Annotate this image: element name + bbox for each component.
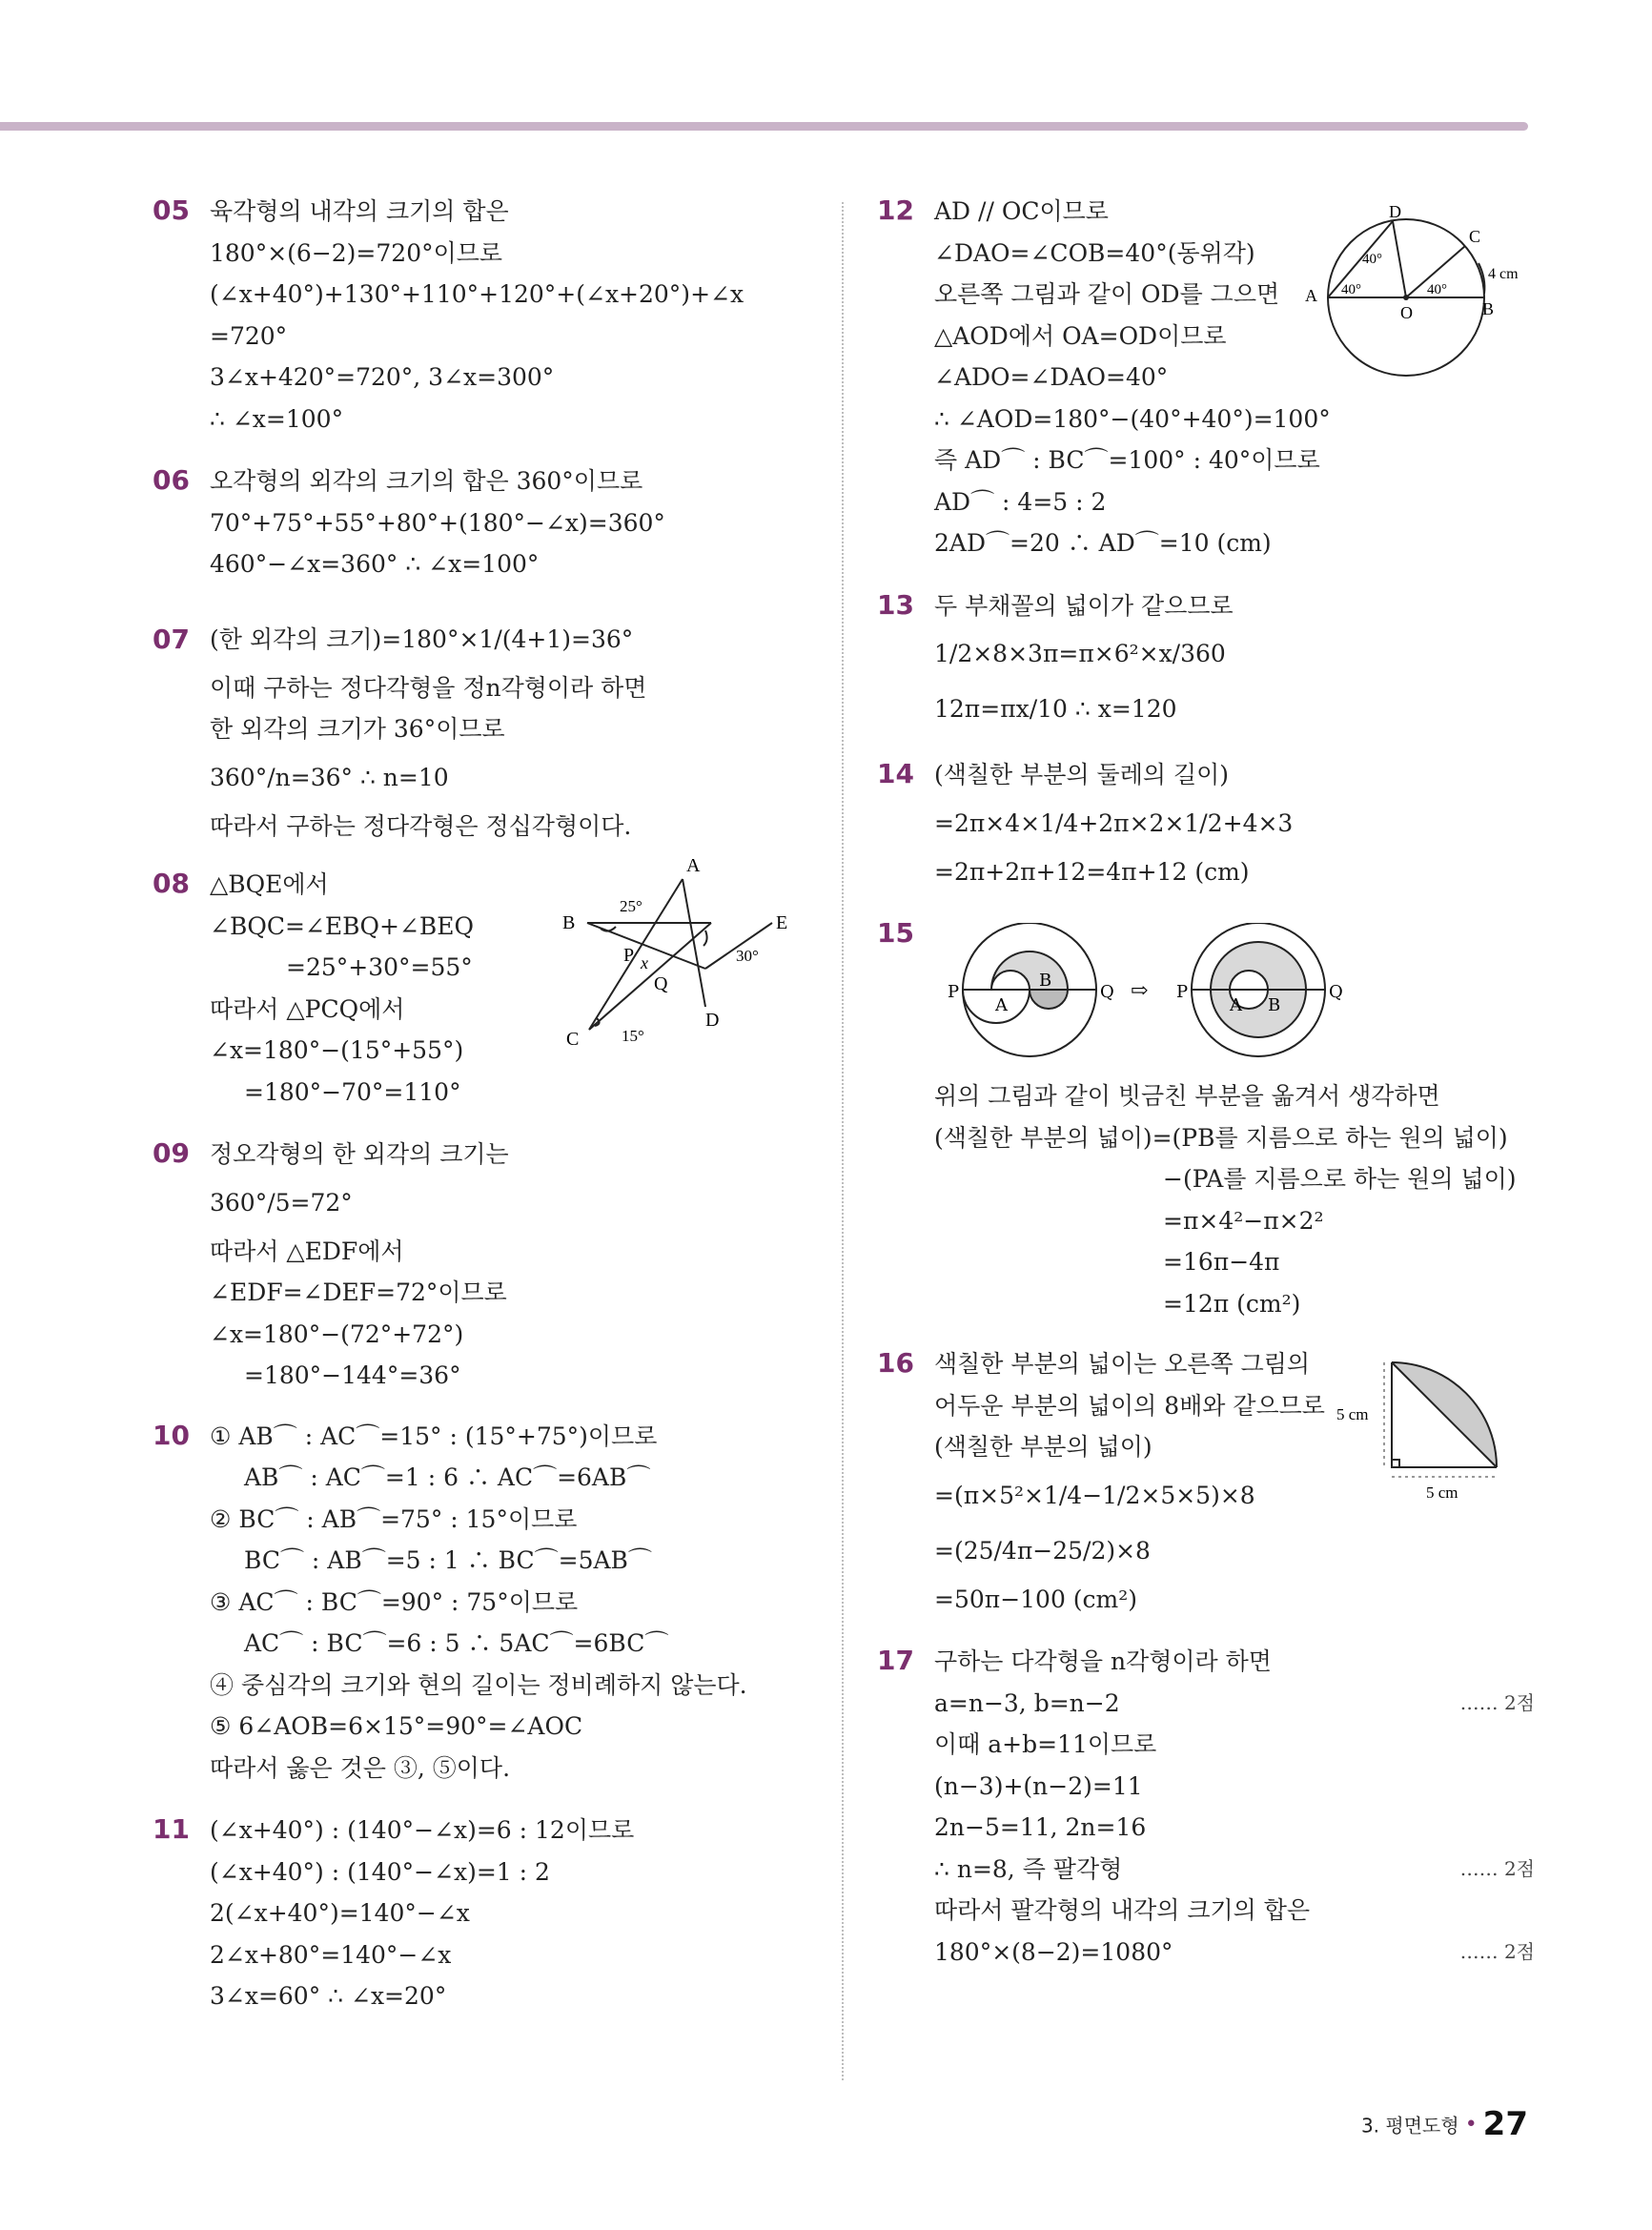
solution-line: 2n−5=11, 2n=16: [934, 1813, 1147, 1841]
solution-line: 따라서 △PCQ에서: [210, 994, 405, 1023]
solution-line: =π×4²−π×2²: [1163, 1206, 1324, 1235]
solution-line: ① AB⌒ : AC⌒=15° : (15°+75°)이므로: [210, 1422, 658, 1450]
problem-12: [877, 191, 1535, 564]
solution-line: =25°+30°=55°: [286, 953, 473, 981]
problem-number: 16: [877, 1347, 914, 1379]
star-figure-08: [562, 854, 820, 1068]
label: 30°: [736, 947, 759, 965]
solution-line: ∠EDF=∠DEF=72°이므로: [210, 1279, 507, 1306]
solution-line: 오각형의 외각의 크기의 합은 360°이므로: [210, 467, 643, 495]
label: 25°: [620, 897, 642, 915]
label: 5 cm: [1426, 1483, 1458, 1502]
problem-number: 11: [153, 1813, 190, 1845]
solution-line: 따라서 △EDF에서: [210, 1237, 404, 1265]
label: B: [1039, 971, 1052, 991]
solution-line: 따라서 팔각형의 내각의 크기의 합은: [934, 1896, 1311, 1924]
solution-line: 12π=πx/10 ∴ x=120: [934, 695, 1177, 723]
problem-number: 08: [153, 868, 190, 899]
label: A: [1230, 995, 1242, 1015]
chapter-title: 3. 평면도형: [1360, 2114, 1459, 2138]
solution-line: =12π (cm²): [1163, 1289, 1301, 1318]
solution-line: 한 외각의 크기가 36°이므로: [210, 715, 505, 743]
label: A: [686, 855, 701, 876]
solution-line: 2(∠x+40°)=140°−∠x: [210, 1899, 470, 1927]
solution-line: 이때 구하는 정다각형을 정n각형이라 하면: [210, 673, 647, 702]
solution-line: 육각형의 내각의 크기의 합은: [210, 197, 509, 225]
problem-17: [877, 1641, 1535, 1973]
label: A: [1305, 286, 1317, 305]
problem-16: [877, 1343, 1535, 1620]
problem-15: [877, 913, 1535, 1324]
page-footer: [1361, 2105, 1528, 2143]
problem-11: [153, 1810, 820, 2017]
solution-line: ∠x=180°−(15°+55°): [210, 1036, 464, 1064]
solution-text: 180°×(8−2)=1080°: [934, 1937, 1173, 1966]
label: 40°: [1427, 282, 1447, 297]
label: E: [776, 912, 788, 933]
solution-line: 2AD⌒=20 ∴ AD⌒=10 (cm): [934, 529, 1272, 557]
solution-line: (∠x+40°) : (140°−∠x)=6 : 12이므로: [210, 1816, 635, 1844]
problem-number: 06: [153, 464, 190, 496]
solution-line: AD // OC이므로: [934, 197, 1109, 225]
problem-10: [153, 1416, 820, 1790]
solution-line: BC⌒ : AB⌒=5 : 1 ∴ BC⌒=5AB⌒: [244, 1546, 652, 1574]
solution-line: 위의 그림과 같이 빗금친 부분을 옮겨서 생각하면: [934, 1082, 1440, 1110]
solution-line: [934, 1683, 1535, 1725]
solution-line: 두 부채꼴의 넓이가 같으므로: [934, 591, 1234, 620]
solution-line: ∴ ∠AOD=180°−(40°+40°)=100°: [934, 404, 1331, 433]
label: D: [1389, 202, 1401, 221]
problem-number: 13: [877, 588, 914, 621]
solution-line: 360°/5=72°: [210, 1188, 353, 1217]
solution-line: 1/2×8×3π=π×6²×x/360: [934, 640, 1226, 667]
solution-line: ⑤ 6∠AOB=6×15°=90°=∠AOC: [210, 1712, 583, 1740]
page-number: 27: [1482, 2105, 1528, 2143]
solution-line: 이때 a+b=11이므로: [934, 1730, 1157, 1758]
solution-line: 따라서 옳은 것은 ③, ⑤이다.: [210, 1753, 511, 1782]
problem-09: [153, 1134, 820, 1397]
solution-line: 2∠x+80°=140°−∠x: [210, 1940, 452, 1969]
solution-line: (∠x+40°) : (140°−∠x)=1 : 2: [210, 1857, 550, 1886]
label: x: [641, 953, 648, 972]
column-separator: [842, 202, 844, 2080]
problem-number: 10: [153, 1419, 190, 1451]
solution-line: ∴ ∠x=100°: [210, 404, 344, 433]
solution-line: (n−3)+(n−2)=11: [934, 1771, 1143, 1800]
problem-07: [153, 612, 820, 848]
solution-line: [934, 1932, 1535, 1974]
solution-line: =2π×4×1/4+2π×2×1/2+4×3: [934, 808, 1294, 837]
right-column: [877, 191, 1535, 1973]
solution-line: [934, 1849, 1535, 1891]
label: D: [705, 1010, 720, 1031]
solution-line: 구하는 다각형을 n각형이라 하면: [934, 1647, 1272, 1675]
label: B: [562, 912, 576, 933]
solution-line: =(25/4π−25/2)×8: [934, 1536, 1151, 1565]
problem-number: 07: [153, 623, 190, 655]
solution-line: ∠ADO=∠DAO=40°: [934, 363, 1169, 391]
solution-line: AB⌒ : AC⌒=1 : 6 ∴ AC⌒=6AB⌒: [244, 1463, 651, 1491]
solution-line: ∠DAO=∠COB=40°(동위각): [934, 238, 1255, 267]
solution-line: 3∠x+420°=720°, 3∠x=300°: [210, 363, 555, 391]
solution-line: 즉 AD⌒ : BC⌒=100° : 40°이므로: [934, 446, 1320, 474]
solution-line: 정오각형의 한 외각의 크기는: [210, 1140, 509, 1168]
solution-line: 오른쪽 그림과 같이 OD를 그으면: [934, 280, 1280, 308]
solution-line: −(PA를 지름으로 하는 원의 넓이): [1163, 1165, 1517, 1193]
solution-line: ③ AC⌒ : BC⌒=90° : 75°이므로: [210, 1587, 579, 1616]
problem-13: [877, 585, 1535, 738]
solution-line: ∠x=180°−(72°+72°): [210, 1320, 464, 1348]
solution-line: 따라서 구하는 정다각형은 정십각형이다.: [210, 811, 632, 840]
label: B: [1268, 995, 1281, 1015]
solution-line: AC⌒ : BC⌒=6 : 5 ∴ 5AC⌒=6BC⌒: [244, 1629, 669, 1657]
solution-line: 360°/n=36° ∴ n=10: [210, 763, 449, 791]
label: 40°: [1362, 252, 1382, 267]
solution-line: 색칠한 부분의 넓이는 오른쪽 그림의: [934, 1350, 1311, 1378]
arrow-icon: ⇨: [1131, 979, 1149, 1003]
solution-line: △BQE에서: [210, 870, 329, 898]
solution-line: =16π−4π: [1163, 1248, 1280, 1276]
problem-06: [153, 460, 820, 585]
solution-line: 180°×(6−2)=720°이므로: [210, 238, 503, 267]
problem-05: [153, 191, 820, 440]
problem-number: 14: [877, 758, 914, 789]
label: 40°: [1341, 282, 1361, 297]
problem-number: 15: [877, 917, 914, 949]
left-column: [153, 191, 820, 2017]
problem-14: [877, 754, 1535, 892]
solution-line: =50π−100 (cm²): [934, 1585, 1138, 1613]
solution-line: =720°: [210, 321, 288, 350]
label: O: [1400, 303, 1413, 322]
circle-figure-12: [1301, 202, 1530, 387]
solution-line: 어두운 부분의 넓이의 8배와 같으므로: [934, 1391, 1325, 1420]
solution-line: (∠x+40°)+130°+110°+120°+(∠x+20°)+∠x: [210, 280, 744, 308]
label: A: [995, 995, 1008, 1015]
label: 15°: [622, 1027, 644, 1045]
problem-number: 17: [877, 1645, 914, 1676]
bullet-icon: •: [1464, 2112, 1478, 2137]
points-label: …… 2점: [1459, 1690, 1535, 1714]
solution-line: AD⌒ : 4=5 : 2: [934, 487, 1107, 516]
label: P: [623, 945, 635, 966]
solution-line: 3∠x=60° ∴ ∠x=20°: [210, 1982, 447, 2010]
solution-line: 70°+75°+55°+80°+(180°−∠x)=360°: [210, 508, 665, 537]
label: Q: [1100, 982, 1114, 1002]
label: Q: [1329, 982, 1343, 1002]
solution-line: =2π+2π+12=4π+12 (cm): [934, 857, 1250, 886]
label: 5 cm: [1336, 1405, 1369, 1423]
solution-line: (색칠한 부분의 넓이)=(PB를 지름으로 하는 원의 넓이): [934, 1123, 1508, 1152]
solution-line: (색칠한 부분의 넓이): [934, 1433, 1152, 1461]
solution-line: ④ 중심각의 크기와 현의 길이는 정비례하지 않는다.: [210, 1670, 747, 1699]
solution-text: a=n−3, b=n−2: [934, 1688, 1120, 1717]
solution-line: =180°−70°=110°: [244, 1077, 461, 1106]
solution-line: 460°−∠x=360° ∴ ∠x=100°: [210, 550, 540, 578]
problem-number: 09: [153, 1137, 190, 1169]
label: B: [1482, 299, 1495, 318]
label: Q: [654, 973, 668, 994]
label: C: [1469, 227, 1481, 246]
label: P: [1176, 982, 1189, 1002]
solution-text: ∴ n=8, 즉 팔각형: [934, 1854, 1123, 1883]
circle-figure-15: [934, 913, 1535, 1075]
quarter-circle-figure-16: [1335, 1343, 1535, 1538]
solution-line: ∠BQC=∠EBQ+∠BEQ: [210, 911, 474, 940]
points-label: …… 2점: [1459, 1856, 1535, 1880]
solution-line: (색칠한 부분의 둘레의 길이): [934, 761, 1229, 788]
problem-08: [153, 855, 820, 1113]
solution-line: ② BC⌒ : AB⌒=75° : 15°이므로: [210, 1504, 578, 1533]
problem-number: 05: [153, 194, 190, 226]
points-label: …… 2점: [1459, 1939, 1535, 1963]
label: C: [566, 1029, 580, 1050]
solution-line: =(π×5²×1/4−1/2×5×5)×8: [934, 1481, 1255, 1509]
label: P: [948, 982, 960, 1002]
label: 4 cm: [1488, 266, 1519, 282]
problem-number: 12: [877, 194, 914, 226]
solution-line: △AOD에서 OA=OD이므로: [934, 321, 1227, 350]
top-decorative-bar: [0, 122, 1528, 131]
solution-line: =180°−144°=36°: [244, 1361, 461, 1389]
solution-line: (한 외각의 크기)=180°×1/(4+1)=36°: [210, 624, 634, 653]
